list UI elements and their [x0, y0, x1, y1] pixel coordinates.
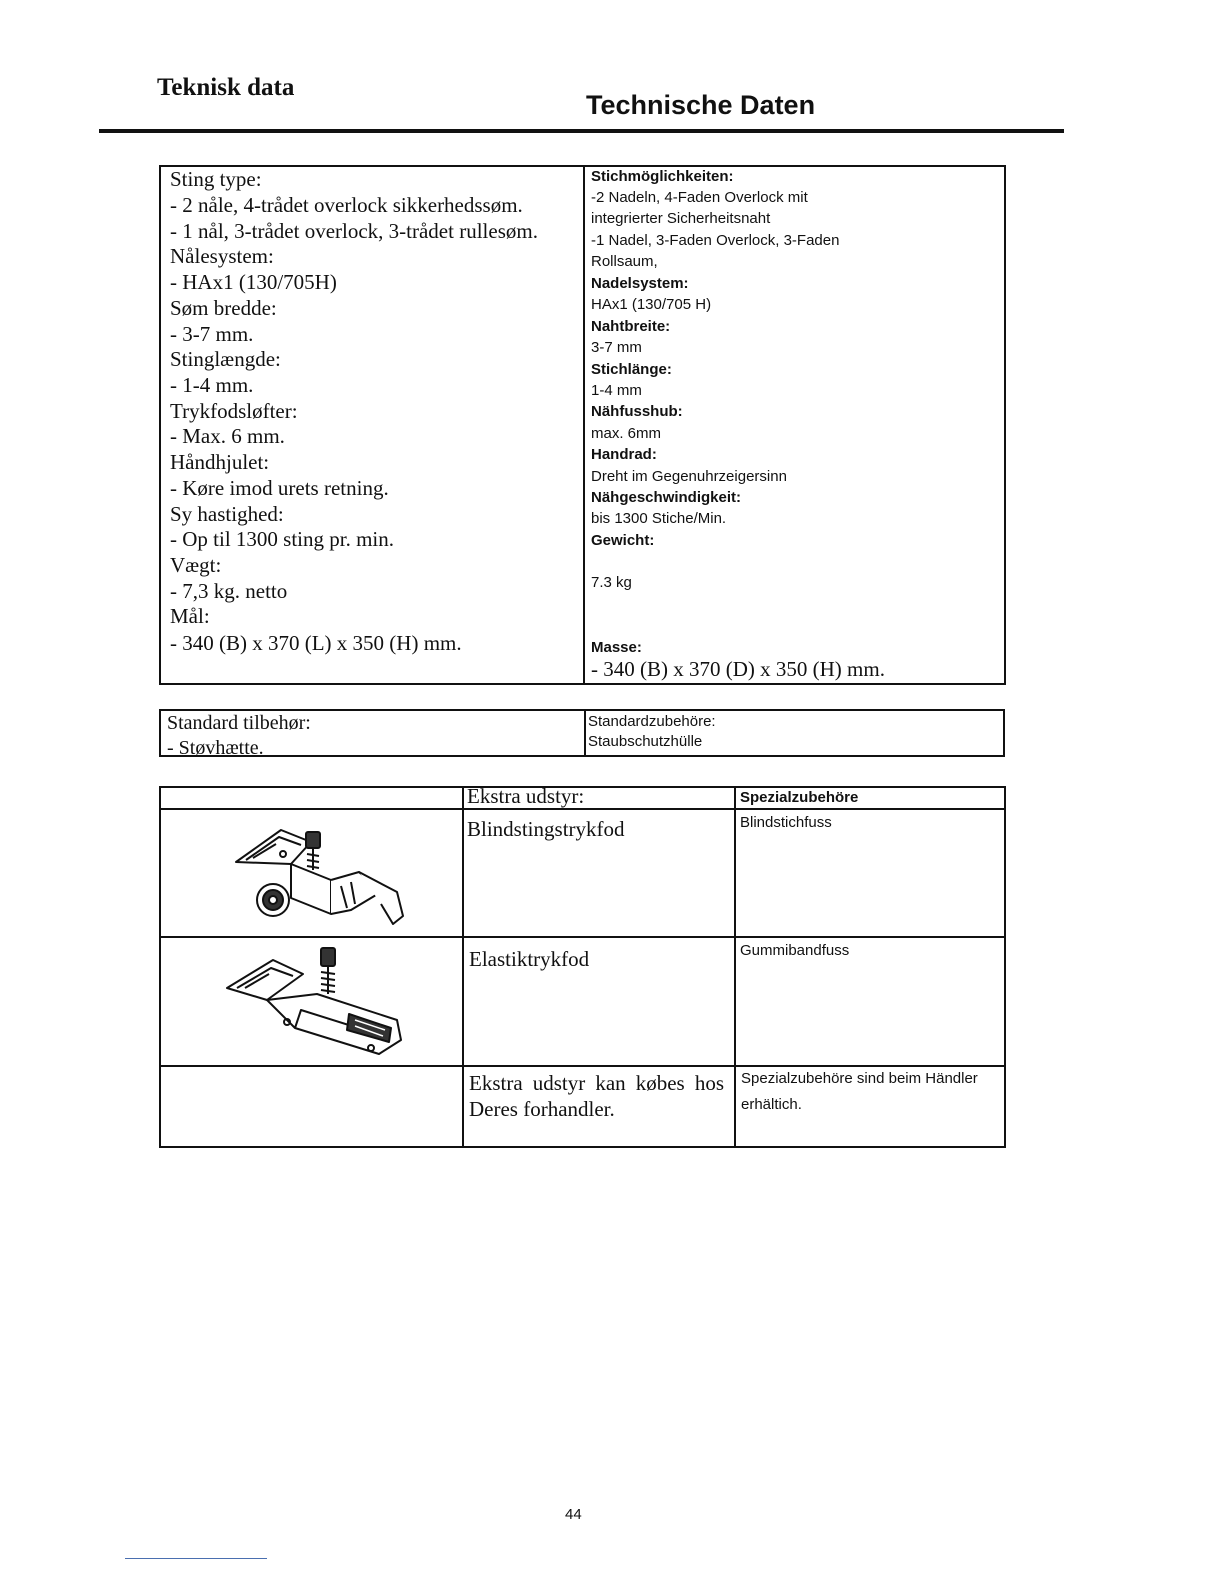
spec-de-dimensions-label: Masse: [591, 639, 642, 656]
extra-row-2-de: Gummibandfuss [740, 942, 850, 959]
page-title-german: Technische Daten [586, 90, 816, 120]
spec-de-stitch-length-value: 1-4 mm [591, 382, 642, 399]
spec-de-speed-value: bis 1300 Stiche/Min. [591, 510, 727, 527]
spec-da-dimensions-label: Mål: [170, 604, 210, 628]
spec-da-weight-label: Vægt: [170, 553, 222, 577]
spec-de-needle-system-label: Nadelsystem: [591, 275, 689, 292]
spec-da-handwheel-label: Håndhjulet: [170, 450, 270, 474]
spec-table-divider [583, 167, 585, 683]
standard-da-item: - Støvhætte. [167, 737, 264, 759]
spec-da-foot-lift-value: - Max. 6 mm. [170, 424, 285, 448]
spec-da-dimensions-value: - 340 (B) x 370 (L) x 350 (H) mm. [170, 631, 462, 655]
spec-de-stitch-length-label: Stichlänge: [591, 361, 672, 378]
extra-row-2-da: Elastiktrykfod [469, 947, 590, 971]
page-title-danish: Teknisk data [157, 74, 295, 101]
spec-table [159, 165, 1006, 685]
extra-note-de: Spezialzubehöre sind beim Händler erhältich. [741, 1070, 978, 1113]
spec-de-stitch-type-2a: -1 Nadel, 3-Faden Overlock, 3-Faden [591, 232, 840, 249]
elastic-foot-image [221, 942, 411, 1060]
spec-da-stitch-type-label: Sting type: [170, 167, 262, 191]
spec-da-foot-lift-label: Trykfodsløfter: [170, 399, 298, 423]
extra-table-header-rule [161, 808, 1004, 810]
extra-accessories-table [159, 786, 1006, 1148]
spec-da-needle-system-label: Nålesystem: [170, 244, 274, 268]
extra-note-da: Ekstra udstyr kan købes hos Deres forhandler. [469, 1071, 724, 1121]
standard-de-item: Staubschutzhülle [588, 733, 703, 750]
spec-da-seam-width-label: Søm bredde: [170, 296, 277, 320]
extra-row-1-de: Blindstichfuss [740, 814, 832, 831]
spec-da-stitch-type-1: - 2 nåle, 4-trådet overlock sikkerhedssøm. [170, 193, 523, 217]
page-number: 44 [565, 1506, 582, 1523]
extra-table-divider-2 [734, 788, 736, 1146]
standard-accessories-table [159, 709, 1005, 757]
spec-de-speed-label: Nähgeschwindigkeit: [591, 489, 742, 506]
extra-da-header: Ekstra udstyr: [467, 784, 585, 808]
spec-da-seam-width-value: - 3-7 mm. [170, 322, 254, 346]
spec-de-seam-width-label: Nahtbreite: [591, 318, 671, 335]
spec-de-handwheel-value: Dreht im Gegenuhrzeigersinn [591, 468, 787, 485]
footer-rule [125, 1558, 267, 1559]
spec-de-stitch-type-1a: -2 Nadeln, 4-Faden Overlock mit [591, 189, 808, 206]
spec-de-foot-lift-label: Nähfusshub: [591, 403, 683, 420]
header-rule [99, 129, 1064, 133]
spec-da-stitch-type-2: - 1 nål, 3-trådet overlock, 3-trådet rullesøm. [170, 219, 538, 243]
extra-row-1-da: Blindstingstrykfod [467, 817, 625, 841]
spec-da-needle-system-value: - HAx1 (130/705H) [170, 270, 337, 294]
standard-de-title: Standardzubehöre: [588, 713, 716, 730]
spec-da-stitch-length-label: Stinglængde: [170, 347, 281, 371]
standard-table-divider [584, 711, 586, 755]
extra-table-row-rule-1 [161, 936, 1004, 938]
spec-da-handwheel-value: - Køre imod urets retning. [170, 476, 389, 500]
extra-de-header: Spezialzubehöre [740, 789, 859, 806]
spec-de-needle-system-value: HAx1 (130/705 H) [591, 296, 712, 313]
spec-de-dimensions-value: - 340 (B) x 370 (D) x 350 (H) mm. [591, 657, 885, 681]
extra-table-divider-1 [462, 788, 464, 1146]
spec-de-stitch-type-label: Stichmöglichkeiten: [591, 168, 734, 185]
spec-da-stitch-length-value: - 1-4 mm. [170, 373, 254, 397]
blind-stitch-foot-image [221, 812, 411, 932]
standard-da-title: Standard tilbehør: [167, 712, 311, 734]
spec-da-speed-label: Sy hastighed: [170, 502, 284, 526]
spec-da-weight-value: - 7,3 kg. netto [170, 579, 288, 603]
spec-de-weight-label: Gewicht: [591, 532, 655, 549]
spec-de-stitch-type-2b: Rollsaum, [591, 253, 658, 270]
spec-de-handwheel-label: Handrad: [591, 446, 657, 463]
spec-de-stitch-type-1b: integrierter Sicherheitsnaht [591, 210, 771, 227]
spec-de-weight-value: 7.3 kg [591, 574, 632, 591]
spec-de-foot-lift-value: max. 6mm [591, 425, 662, 442]
spec-da-speed-value: - Op til 1300 sting pr. min. [170, 527, 395, 551]
spec-de-seam-width-value: 3-7 mm [591, 339, 642, 356]
